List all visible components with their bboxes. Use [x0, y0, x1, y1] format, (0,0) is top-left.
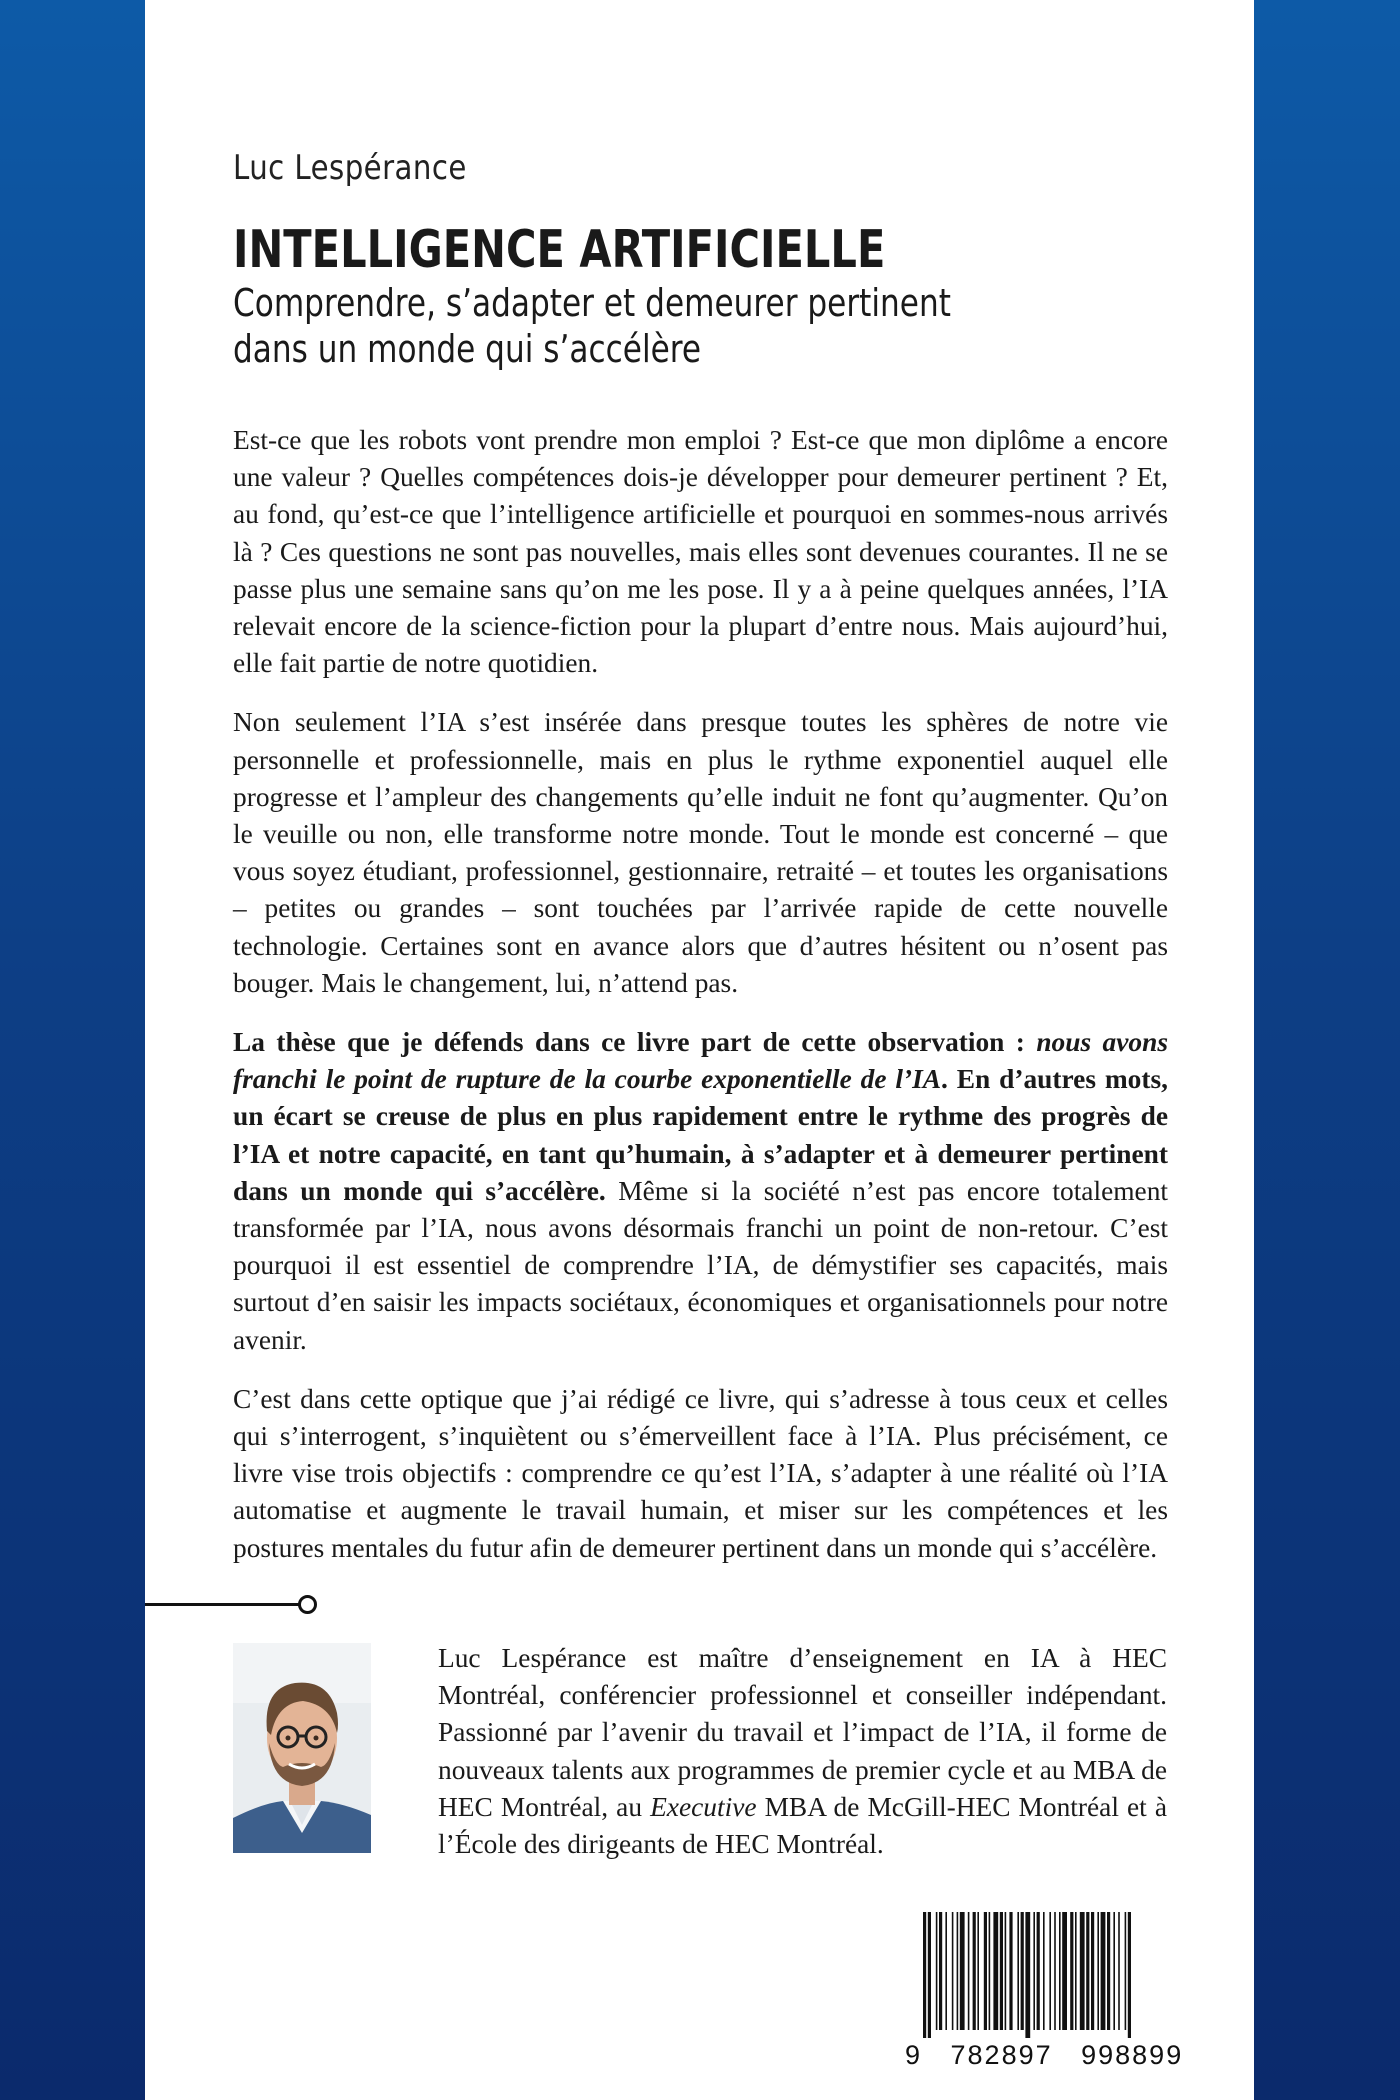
barcode-bar	[1118, 1912, 1120, 2030]
barcode-bar	[1080, 1912, 1085, 2030]
author-bio	[438, 1640, 1167, 1863]
back-cover-page	[145, 0, 1254, 2100]
barcode-bar	[1025, 1912, 1030, 2038]
barcode-bars	[905, 1908, 1205, 2038]
divider-line	[145, 1603, 303, 1606]
barcode-bar	[968, 1912, 970, 2030]
bio-italic: Executive	[650, 1791, 757, 1822]
barcode-bar	[1033, 1912, 1035, 2030]
subtitle-line-1: Comprendre, s’adapter et demeurer pertinent	[233, 281, 951, 325]
left-blue-band	[0, 0, 145, 2100]
barcode-bar	[957, 1912, 959, 2030]
bio-part-1: Luc Lespérance est maître d’enseignement en IA à HEC Montréal, conférencier professionnel et conseiller indépendant. Passionné par l’avenir du travail et l’impact de l’IA, il forme de nouveaux talents aux programmes de premier cycle et au MBA de HEC Montréal, au	[438, 1643, 1167, 1822]
author-name: Luc Lespérance	[233, 148, 467, 188]
barcode-bar	[952, 1912, 954, 2030]
bio-part-2: MBA de McGill-HEC Montréal et à l’École des dirigeants de HEC Montréal.	[438, 1791, 1167, 1860]
barcode-bar	[1017, 1912, 1019, 2030]
book-title: INTELLIGENCE ARTIFICIELLE	[233, 220, 886, 280]
isbn-number: 9 782897 998899	[905, 2040, 1184, 2070]
paragraph-1: Est-ce que les robots vont prendre mon emploi ? Est-ce que mon diplôme a encore une valeur ? Quelles compétences dois-je développer pour demeurer pertinent ? Et, au fond, qu’est-ce que l’intelligence artificielle et pourquoi en sommes-nous arrivés là ? Ces questions ne sont pas nouvelles, mais elles sont devenues courantes. Il ne se passe plus une semaine sans qu’on me les pose. Il y a à peine quelques années, l’IA relevait encore de la science-fiction pour la plupart d’entre nous. Mais aujourd’hui, elle fait partie de notre quotidien.	[233, 425, 1168, 679]
barcode-bar	[1049, 1912, 1051, 2030]
barcode-bar	[1070, 1912, 1073, 2030]
paragraph-2: Non seulement l’IA s’est insérée dans presque toutes les sphères de notre vie personnelle et professionnelle, mais en plus le rythme exponentiel auquel elle progresse et l’ampleur des changements qu’elle induit ne font qu’augmenter. Qu’on le veuille ou non, elle transforme notre monde. Tout le monde est concerné – que vous soyez étudiant, professionnel, gestionnaire, retraité – et toutes les organisations – petites ou grandes – sont touchées par l’arrivée rapide de cette nouvelle technologie. Certaines sont en avance alors que d’autres hésitent ou n’osent pas bouger. Mais le changement, lui, n’attend pas.	[233, 707, 1168, 998]
author-photo	[233, 1643, 371, 1853]
barcode-bar	[1101, 1912, 1106, 2030]
barcode-bar	[960, 1912, 965, 2030]
barcode-bar	[923, 1912, 926, 2038]
barcode-bar	[973, 1912, 976, 2030]
blurb-text	[233, 422, 1168, 1589]
right-blue-band	[1254, 0, 1400, 2100]
subtitle-line-2: dans un monde qui s’accélère	[233, 327, 702, 371]
barcode-bar	[1000, 1912, 1003, 2030]
barcode-bar	[1054, 1912, 1056, 2030]
paragraph-4: C’est dans cette optique que j’ai rédigé ce livre, qui s’adresse à tous ceux et celles qui s’interrogent, s’inquiètent ou s’émerveillent face à l’IA. Plus précisément, ce livre vise trois objectifs : comprendre ce qu’est l’IA, s’adapter à une réalité où l’IA automatise et augmente le travail humain, et miser sur les compétences et les postures mentales du futur afin de demeurer pertinent dans un monde qui s’accélère.	[233, 1383, 1168, 1563]
barcode-bar	[1125, 1912, 1127, 2030]
barcode-bar	[1043, 1912, 1045, 2030]
thesis-bold-b: . En d’autres mots, un écart se creuse de plus en plus rapidement entre le rythme des progrès de l’IA et notre capacité, en tant qu’humain, à s’adapter et à demeurer pertinent dans un monde qui s’accélère.	[233, 1064, 1168, 1206]
barcode-bar	[928, 1912, 931, 2038]
barcode-bar	[1113, 1912, 1115, 2030]
barcode-bar	[1005, 1912, 1007, 2030]
barcode-bar	[945, 1912, 947, 2030]
barcode-bar	[984, 1912, 987, 2030]
barcode-bar	[939, 1912, 942, 2030]
book-subtitle	[233, 280, 951, 372]
thesis-bold-a: La thèse que je défends dans ce livre part de cette observation :	[233, 1027, 1037, 1058]
barcode-bar	[1097, 1912, 1099, 2030]
barcode-bar	[977, 1912, 979, 2030]
barcode-bar	[993, 1912, 998, 2030]
barcode-bar	[1009, 1912, 1012, 2030]
thesis-regular: Même si la société n’est pas encore totalement transformée par l’IA, nous avons désormais franchi un point de non-retour. C’est pourquoi il est essentiel de comprendre l’IA, de démystifier ses capacités, mais surtout d’en saisir les impacts sociétaux, économiques et organisationnels pour notre avenir.	[233, 1175, 1169, 1355]
thesis-bold-italic: nous avons franchi le point de rupture de la courbe exponentielle de l’IA	[233, 1027, 1168, 1095]
barcode-bar	[1086, 1912, 1089, 2030]
barcode-bar	[936, 1912, 938, 2030]
paragraph-3	[233, 1024, 1168, 1359]
barcode-bar	[1075, 1912, 1077, 2030]
barcode-bar	[1021, 1912, 1024, 2030]
barcode-bar	[1107, 1912, 1110, 2030]
barcode-bar	[1091, 1912, 1094, 2030]
barcode-bar	[1059, 1912, 1061, 2030]
barcode	[905, 1908, 1205, 2078]
barcode-bar	[1037, 1912, 1040, 2030]
barcode-bar	[989, 1912, 991, 2030]
barcode-bar	[1128, 1912, 1131, 2038]
barcode-bar	[1062, 1912, 1067, 2030]
divider-dot-icon	[298, 1595, 317, 1614]
